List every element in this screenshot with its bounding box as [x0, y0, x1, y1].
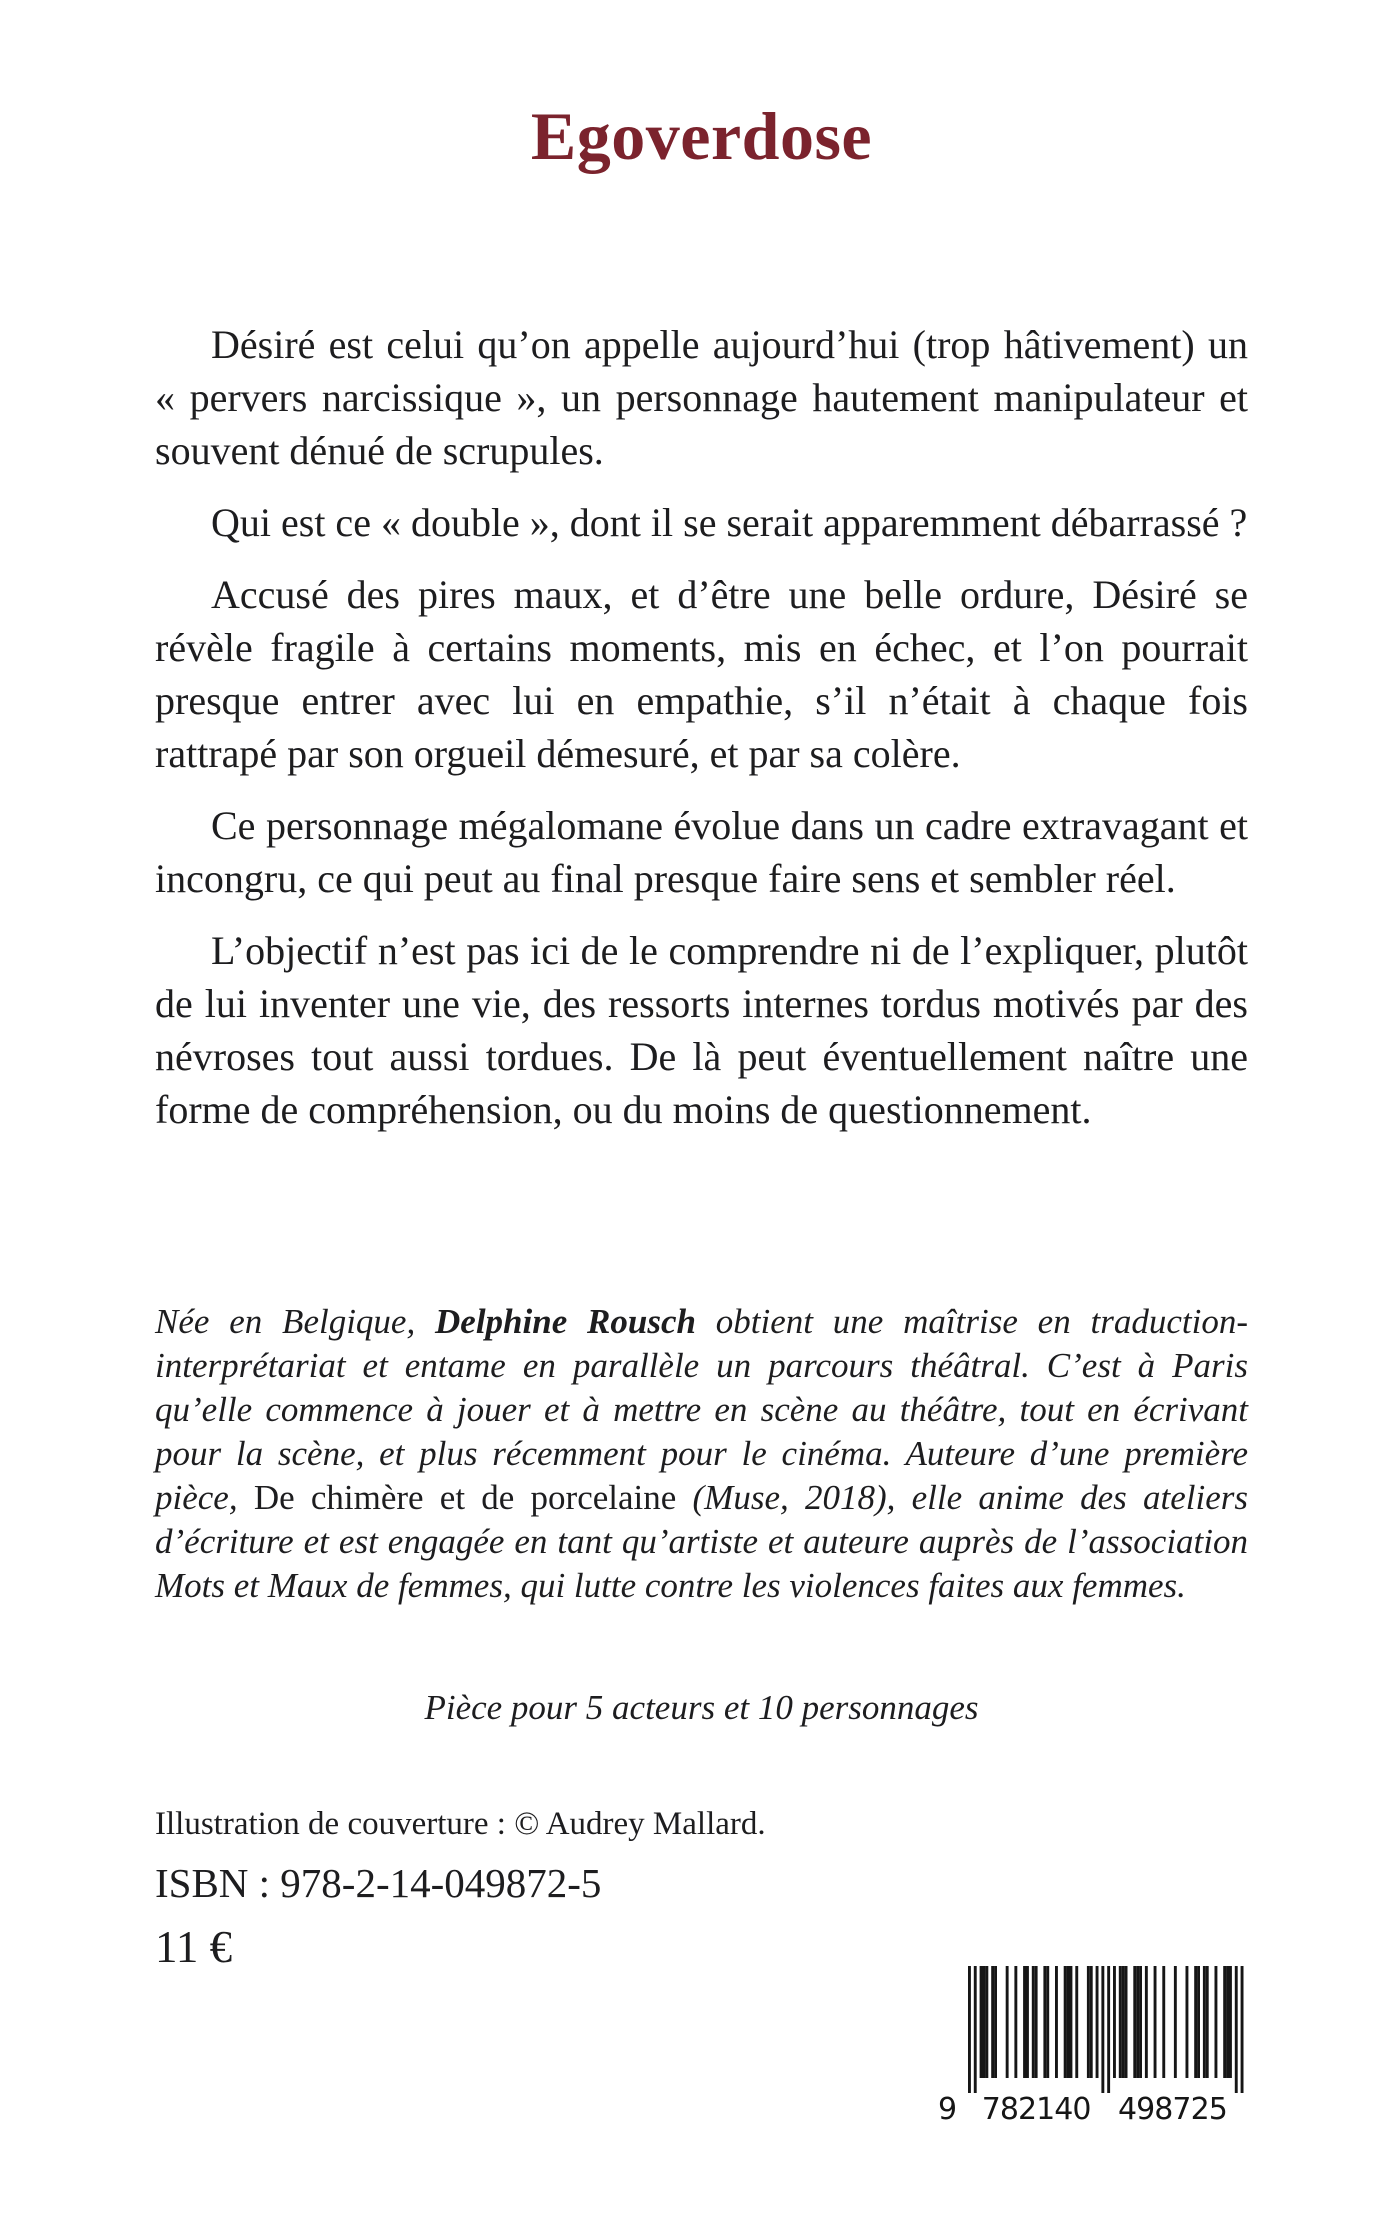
barcode [936, 1964, 1246, 2130]
synopsis-paragraph: Qui est ce « double », dont il se serait apparemment débarrassé ? [211, 499, 1248, 545]
svg-text:9: 9 [938, 2092, 958, 2127]
synopsis-paragraph: L’objectif n’est pas ici de le comprendre ni de l’expliquer, plutôt de lui inventer une vie, des ressorts internes tordus motivés par des névroses tout aussi tordues. De là peut éventuellement naître une forme de compréhension, ou du moins de questionnement. [155, 927, 1248, 1132]
casting-note: Pièce pour 5 acteurs et 10 personnages [424, 1687, 979, 1727]
bio-outro: (Muse, 2018), elle anime des ateliers d’écriture et est engagée en tant qu’artiste et auteure auprès de l’association Mots et Maux de femmes, qui lutte contre les violences faites aux femmes. [155, 1477, 1248, 1605]
synopsis-paragraph: Ce personnage mégalomane évolue dans un cadre extravagant et incongru, ce qui peut au final presque faire sens et sembler réel. [155, 802, 1248, 901]
cover-credit: Illustration de couverture : © Audrey Mallard. [155, 1805, 766, 1842]
author-bio [155, 1300, 1248, 1608]
synopsis-paragraph: Accusé des pires maux, et d’être une belle ordure, Désiré se révèle fragile à certains moments, mis en échec, et l’on pourrait presque entrer avec lui en empathie, s’il n’était à chaque fois rattrapé par son orgueil démesuré, et par sa colère. [155, 571, 1248, 776]
book-title: Egoverdose [530, 98, 873, 174]
bio-middle: obtient une maîtrise en traduction-interprétariat et entame en parallèle un parcours théâtral. C’est à Paris qu’elle commence à jouer et à mettre en scène au théâtre, tout en écrivant pour la scène, et plus récemment pour le cinéma. Auteure d’une première pièce, [155, 1301, 1248, 1517]
author-name: Delphine Rousch [435, 1301, 696, 1341]
isbn-line: ISBN : 978-2-14-049872-5 [155, 1859, 602, 1906]
synopsis-paragraph: Désiré est celui qu’on appelle aujourd’hui (trop hâtivement) un « pervers narcissique », un personnage hautement manipulateur et souvent dénué de scrupules. [155, 321, 1248, 473]
svg-text:782140: 782140 [981, 2092, 1092, 2127]
synopsis-section [155, 318, 1248, 1136]
bio-intro: Née en Belgique, [155, 1301, 436, 1341]
svg-text:498725: 498725 [1118, 2092, 1228, 2127]
barcode-svg [936, 1964, 1246, 2130]
book-reference-title: De chimère et de porcelaine [253, 1477, 677, 1517]
price-line: 11 € [155, 1921, 233, 1972]
